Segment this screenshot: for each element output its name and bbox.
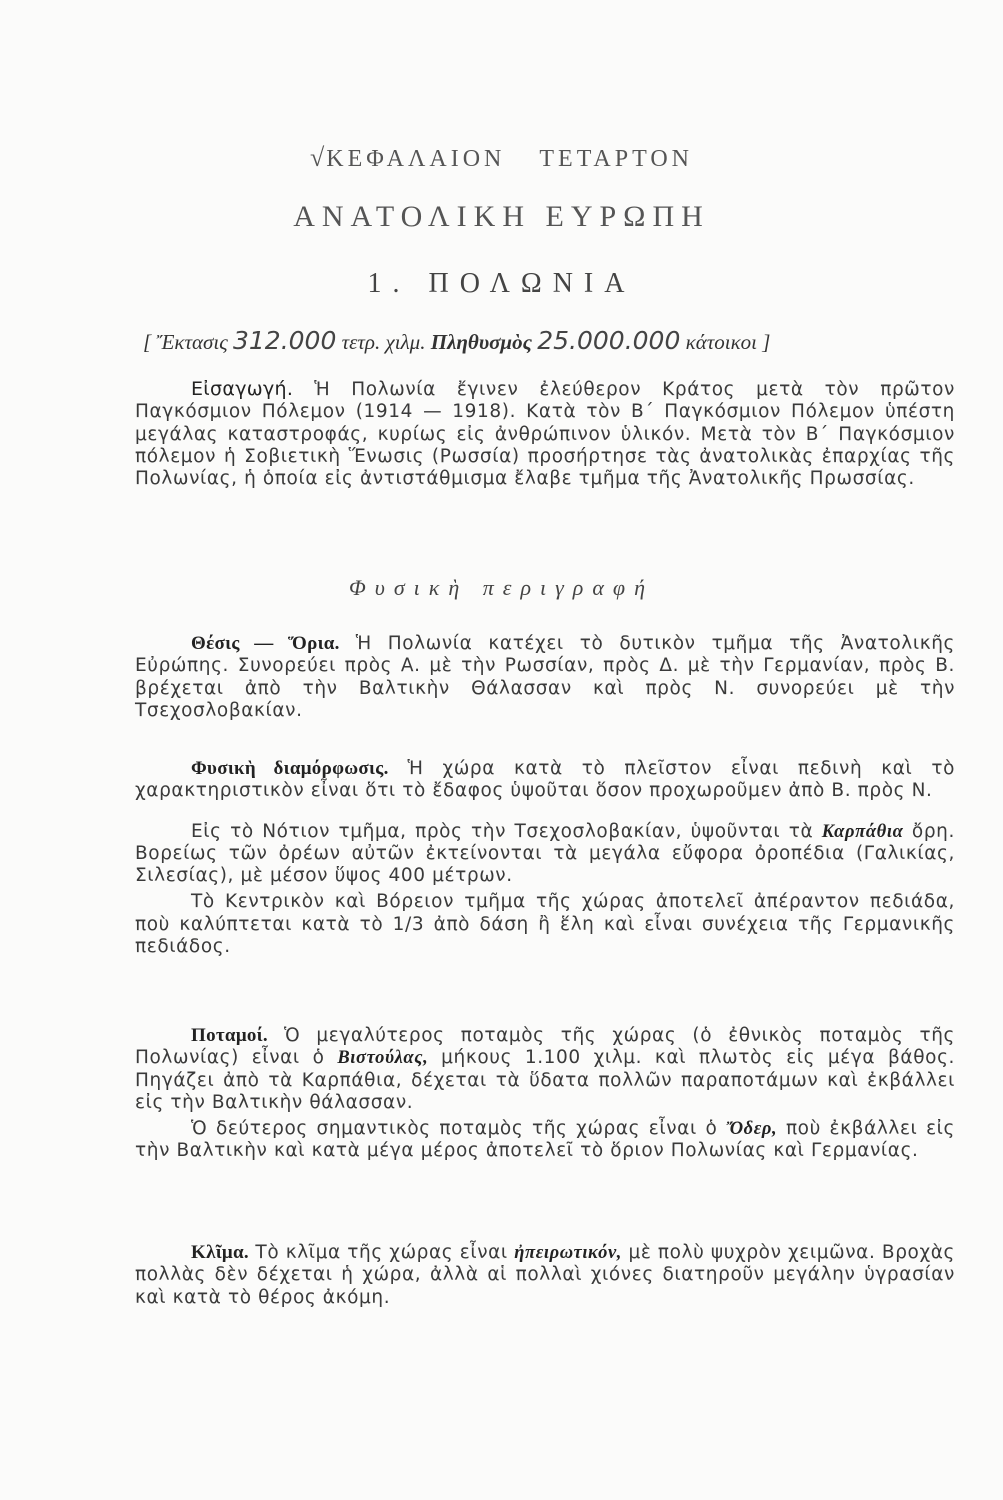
check-mark: √: [309, 143, 325, 172]
continental-term: ἠπειρωτικόν,: [514, 1243, 622, 1263]
rivers-paragraph-1: Ποταμοί. Ὁ μεγαλύτερος ποταμὸς τῆς χώρας (ὁ ἐθνικὸς ποταμὸς τῆς Πολωνίας) εἶναι ὁ Βιστούλας, μήκους 1.100 χιλμ. καὶ πλωτὸς εἰς μέγα βάθος. Πηγάζει ἀπὸ τὰ Καρπάθια, δέχεται τὰ ὕδατα πολλῶν παραποτάμων καὶ ἐκβάλλει εἰς τὴν Βαλτικὴν θάλασσαν.: [135, 1025, 956, 1113]
part-title: ΑΝΑΤΟΛΙΚΗ ΕΥΡΩΠΗ: [293, 200, 710, 233]
vistula-term: Βιστούλας,: [337, 1048, 429, 1069]
position-paragraph: Θέσις — Ὅρια. Ἡ Πολωνία κατέχει τὸ δυτικὸν τμῆμα τῆς Ἀνατολικῆς Εὐρώπης. Συνορεύει πρὸς Α. μὲ τὴν Ρωσσίαν, πρὸς Δ. μὲ τὴν Γερμανίαν, πρὸς Β. βρέχεται ἀπὸ τὴν Βαλτικὴν Θάλασσαν καὶ πρὸς Ν. συνορεύει μὲ τὴν Τσεχοσλοβακίαν.: [135, 633, 955, 721]
position-lead: Θέσις — Ὅρια.: [191, 633, 340, 654]
intro-lead: Εἰσαγωγή.: [191, 378, 294, 400]
oder-term: Ὄδερ,: [726, 1119, 778, 1140]
chapter-word-1: ΚΕΦΑΛΑΙΟΝ: [326, 146, 506, 172]
section-title: 1. ΠΟΛΩΝΙΑ: [367, 268, 636, 299]
intro-block: [135, 378, 955, 490]
relief-block: [135, 758, 955, 958]
relief-lead: Φυσικὴ διαμόρφωσις.: [191, 758, 389, 779]
area-value: 312.000: [232, 326, 337, 355]
relief-paragraph-1: Φυσικὴ διαμόρφωσις. Ἡ χώρα κατὰ τὸ πλεῖστον εἶναι πεδινὴ καὶ τὸ χαρακτηριστικὸν εἶναι ὅτι τὸ ἔδαφος ὑψοῦται ὅσον προχωροῦμεν ἀπὸ Β. πρὸς Ν.: [135, 758, 955, 802]
country-stats: [ Ἔκτασις 312.000 τετρ. χιλμ. Πληθυσμὸς 25.000.000 κάτοικοι ]: [143, 326, 771, 355]
population-value: 25.000.000: [537, 326, 681, 355]
intro-paragraph: Εἰσαγωγή. Ἡ Πολωνία ἔγινεν ἐλεύθερον Κράτος μετὰ τὸν πρῶτον Παγκόσμιον Πόλεμον (1914 — 1918). Κατὰ τὸν Β΄ Παγκόσμιον Πόλεμον ὑπέστη μεγάλας καταστροφάς, κυρίως εἰς ἀνθρώπινον ὑλικόν. Μετὰ τὸν Β΄ Παγκόσμιον πόλεμον ἡ Σοβιετικὴ Ἕνωσις (Ρωσσία) προσήρτησε τὰς ἀνατολικὰς ἐπαρχίας τῆς Πολωνίας, ἡ ὁποία εἰς ἀντιστάθμισμα ἔλαβε τμῆμα τῆς Ἀνατολικῆς Πρωσσίας.: [135, 378, 955, 490]
climate-block: [135, 1242, 955, 1309]
area-unit: τετρ. χιλμ.: [341, 330, 426, 354]
chapter-title: [0, 143, 1003, 173]
area-label: Ἔκτασις: [156, 330, 228, 354]
chapter-word-2: ΤΕΤΑΡΤΟΝ: [539, 146, 694, 172]
climate-paragraph: Κλῖμα. Τὸ κλῖμα τῆς χώρας εἶναι ἠπειρωτικόν, μὲ πολὺ ψυχρὸν χειμῶνα. Βροχὰς πολλὰς δὲν δέχεται ἡ χώρα, ἀλλὰ αἱ πολλαὶ χιόνες διατηροῦν μεγάλην ὑγρασίαν καὶ κατὰ τὸ θέρος ἀκόμη.: [135, 1242, 955, 1308]
relief-paragraph-3: Τὸ Κεντρικὸν καὶ Βόρειον τμῆμα τῆς χώρας ἀποτελεῖ ἀπέραντον πεδιάδα, ποὺ καλύπτεται κατὰ τὸ 1/3 ἀπὸ δάση ἢ ἕλη καὶ εἶναι συνέχεια τῆς Γερμανικῆς πεδιάδος.: [135, 891, 955, 958]
carpathians-term: Καρπάθια: [821, 821, 904, 842]
rivers-block: [135, 1025, 955, 1163]
relief-paragraph-2: Εἰς τὸ Νότιον τμῆμα, πρὸς τὴν Τσεχοσλοβακίαν, ὑψοῦνται τὰ Καρπάθια ὄρη. Βορείως τῶν ὀρέων αὐτῶν ἐκτείνονται τὰ μεγάλα εὔφορα ὀροπέδια (Γαλικίας, Σιλεσίας), μὲ μέσον ὕψος 400 μέτρων.: [135, 820, 955, 887]
position-block: [135, 633, 955, 722]
physical-description-heading: Φυσικὴ περιγραφή: [348, 575, 654, 600]
population-label: Πληθυσμὸς: [430, 330, 532, 354]
rivers-lead: Ποταμοί.: [191, 1025, 268, 1046]
climate-lead: Κλῖμα.: [191, 1242, 249, 1263]
population-unit: κάτοικοι: [685, 330, 757, 354]
rivers-paragraph-2: Ὁ δεύτερος σημαντικὸς ποταμὸς τῆς χώρας εἶναι ὁ Ὄδερ, ποὺ ἐκβάλλει εἰς τὴν Βαλτικὴν καὶ κατὰ μέγα μέρος ἀποτελεῖ τὸ ὅριον Πολωνίας καὶ Γερμανίας.: [135, 1118, 955, 1162]
